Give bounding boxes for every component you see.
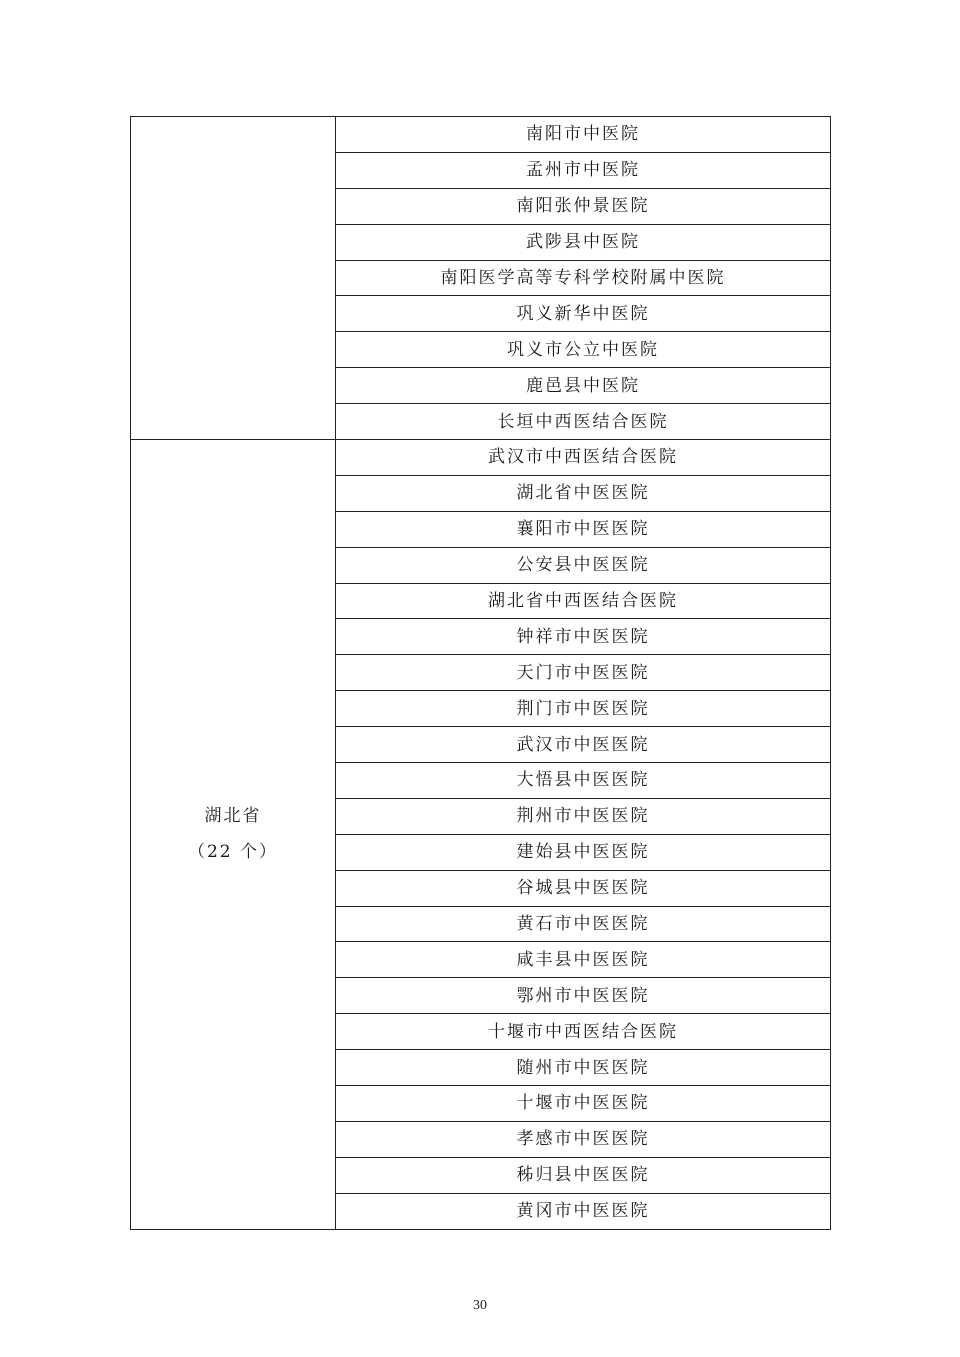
hospital-name-cell: 孝感市中医医院 — [336, 1121, 831, 1157]
hospital-name-cell: 大悟县中医医院 — [336, 763, 831, 799]
hospital-name-cell: 武汉市中医医院 — [336, 727, 831, 763]
hospital-name-cell: 荆门市中医医院 — [336, 691, 831, 727]
hospital-name-cell: 南阳医学高等专科学校附属中医院 — [336, 260, 831, 296]
hospital-name-cell: 黄石市中医医院 — [336, 906, 831, 942]
province-count: （22 个） — [187, 842, 279, 863]
hospital-name-cell: 孟州市中医院 — [336, 152, 831, 188]
hospital-name-cell: 谷城县中医医院 — [336, 870, 831, 906]
hospital-table-body — [131, 117, 831, 1230]
hospital-name-cell: 十堰市中医医院 — [336, 1086, 831, 1122]
hospital-name-cell: 巩义新华中医院 — [336, 296, 831, 332]
hospital-name-cell: 鄂州市中医医院 — [336, 978, 831, 1014]
hospital-name-cell: 武汉市中西医结合医院 — [336, 440, 831, 476]
hospital-name-cell: 公安县中医医院 — [336, 547, 831, 583]
hospital-name-cell: 随州市中医医院 — [336, 1050, 831, 1086]
province-cell — [131, 117, 336, 440]
hospital-name-cell: 十堰市中西医结合医院 — [336, 1014, 831, 1050]
hospital-name-cell: 武陟县中医院 — [336, 224, 831, 260]
province-name: 湖北省 — [204, 806, 262, 827]
hospital-name-cell: 荆州市中医医院 — [336, 798, 831, 834]
hospital-name-cell: 长垣中西医结合医院 — [336, 404, 831, 440]
hospital-name-cell: 南阳市中医院 — [336, 117, 831, 153]
hospital-name-cell: 建始县中医医院 — [336, 834, 831, 870]
hospital-name-cell: 巩义市公立中医院 — [336, 332, 831, 368]
hospital-name-cell: 秭归县中医医院 — [336, 1157, 831, 1193]
hospital-name-cell: 咸丰县中医医院 — [336, 942, 831, 978]
table-row — [131, 117, 831, 153]
hospital-name-cell: 钟祥市中医医院 — [336, 619, 831, 655]
hospital-name-cell: 襄阳市中医医院 — [336, 511, 831, 547]
hospital-name-cell: 南阳张仲景医院 — [336, 188, 831, 224]
hospital-name-cell: 湖北省中医医院 — [336, 475, 831, 511]
hospital-name-cell: 湖北省中西医结合医院 — [336, 583, 831, 619]
hospital-name-cell: 鹿邑县中医院 — [336, 368, 831, 404]
hospital-table — [130, 116, 831, 1230]
page-number: 30 — [473, 1298, 487, 1313]
province-cell — [131, 440, 336, 1230]
hospital-name-cell: 黄冈市中医医院 — [336, 1193, 831, 1229]
hospital-name-cell: 天门市中医医院 — [336, 655, 831, 691]
table-row — [131, 440, 831, 476]
